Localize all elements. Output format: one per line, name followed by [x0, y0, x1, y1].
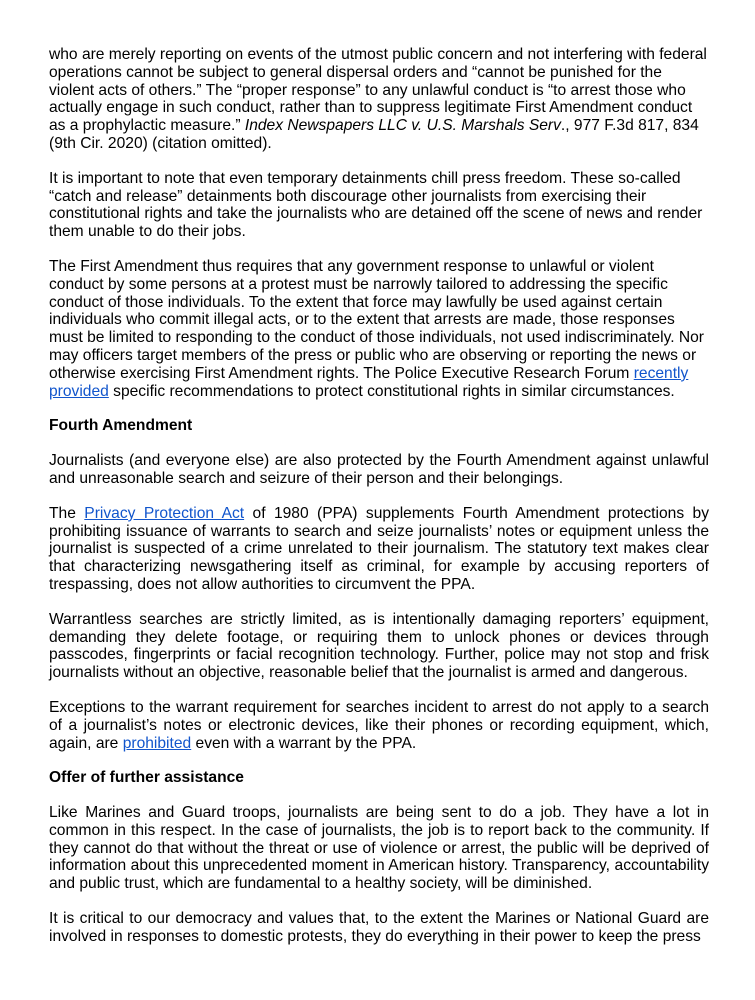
paragraph-warrant-exceptions: Exceptions to the warrant requirement for searches incident to arrest do not apply to a search of a journalist’s notes or electronic devices, like their phones or recording equipment, which, again, are prohibited even with a warrant by the PPA.	[49, 698, 709, 752]
paragraph-journalists-job: Like Marines and Guard troops, journalists are being sent to do a job. They have a lot in common in this respect. In the case of journalists, the job is to report back to the community. If they cannot do that without the threat or use of violence or arrest, the public will be deprived of information about this unprecedented moment in American history. Transparency, accountability and public trust, which are fundamental to a healthy society, will be diminished.	[49, 804, 709, 893]
paragraph-temporary-detainments: It is important to note that even temporary detainments chill press freedom. These so-called “catch and release” detainments both discourage other journalists from exercising their constitutional rights and take the journalists who are detained off the scene of news and render them unable to do their jobs.	[49, 169, 703, 241]
privacy-protection-act-link[interactable]: Privacy Protection Act	[84, 504, 245, 522]
paragraph-dispersal-orders: who are merely reporting on events of the utmost public concern and not interfering with federal operations cannot be subject to general dispersal orders and “cannot be punished for the violent acts of others.” The “proper response” to any unlawful conduct is “to arrest those who actually engage in such conduct, rather than to suppress legitimate First Amendment conduct as a prophylactic measure.” Index Newspapers LLC v. U.S. Marshals Serv., 977 F.3d 817, 834 (9th Cir. 2020) (citation omitted).	[49, 46, 707, 152]
paragraph-first-amendment-tailoring: The First Amendment thus requires that any government response to unlawful or violent conduct by some persons at a protest must be narrowly tailored to addressing the specific conduct of those individuals. To the extent that force may lawfully be used against certain individuals who commit illegal acts, or to the extent that arrests are made, those responses must be limited to responding to the conduct of those individuals, not used indiscriminately. Nor may officers target members of the press or public who are observing or reporting the news or otherwise exercising First Amendment rights. The Police Executive Research Forum recently provided specific recommendations to protect constitutional rights in similar circumstances.	[49, 257, 704, 400]
heading-offer-of-further-assistance: Offer of further assistance	[49, 769, 244, 787]
heading-fourth-amendment: Fourth Amendment	[49, 417, 193, 435]
recently-provided-link[interactable]: recently provided	[49, 364, 689, 400]
paragraph-democracy-values: It is critical to our democracy and values that, to the extent the Marines or National Guard are involved in responses to domestic protests, they do everything in their power to keep the press	[49, 910, 709, 945]
prohibited-link[interactable]: prohibited	[122, 734, 192, 752]
case-citation: Index Newspapers LLC v. U.S. Marshals Serv	[244, 117, 561, 135]
document-page	[49, 46, 709, 963]
paragraph-warrantless-searches: Warrantless searches are strictly limited, as is intentionally damaging reporters’ equipment, demanding they delete footage, or requiring them to unlock phones or devices through passcodes, fingerprints or facial recognition technology. Further, police may not stop and frisk journalists without an objective, reasonable belief that the journalist is armed and dangerous.	[49, 610, 709, 682]
paragraph-fourth-amendment-protection: Journalists (and everyone else) are also protected by the Fourth Amendment against unlawful and unreasonable search and seizure of their person and their belongings.	[49, 452, 709, 487]
paragraph-privacy-protection-act: The Privacy Protection Act of 1980 (PPA) supplements Fourth Amendment protections by prohibiting issuance of warrants to search and seize journalists’ notes or equipment unless the journalist is suspected of a crime unrelated to their journalism. The statutory text makes clear that characterizing newsgathering itself as criminal, for example by accusing reporters of trespassing, does not allow authorities to circumvent the PPA.	[49, 504, 710, 593]
